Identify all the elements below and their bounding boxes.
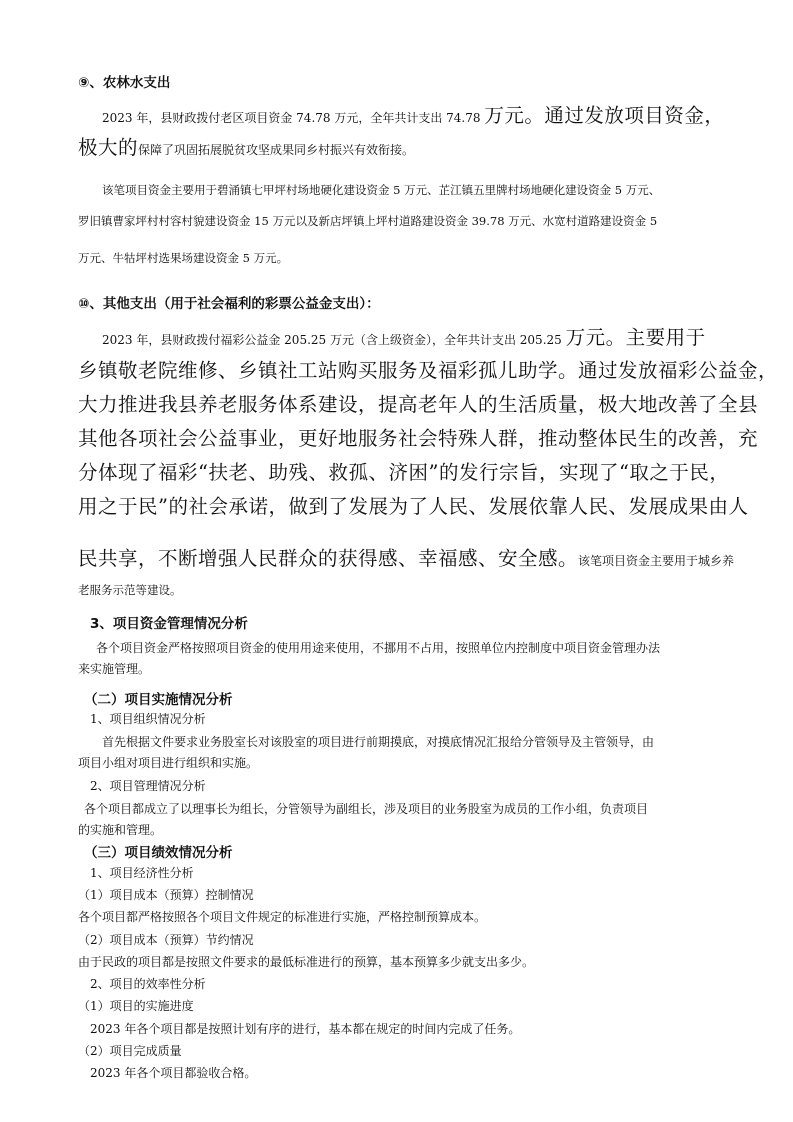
perf-cost-saving-text: 由于民政的项目都是按照文件要求的最低标准进行的预算，基本预算多少就支出多少。 [78,955,535,969]
s10-line-4: 其他各项社会公益事业，更好地服务社会特殊人群，推动整体民生的改善，充 [78,427,759,450]
s10-l7-part-b: 该笔项目资金主要用于城乡养 [578,554,735,568]
impl-org-title: 1、项目组织情况分析 [90,712,206,726]
s9-paragraph-1-line-2 [78,132,414,160]
s10-line-6: 用之于民”的社会承诺，做到了发展为了人民、发展依靠人民、发展成果由人 [78,495,749,518]
s9-paragraph-2-line-1: 该笔项目资金主要用于碧涌镇七甲坪村场地硬化建设资金 5 万元、芷江镇五里牌村场地硬化建设资金 5 万元、 [102,183,661,197]
s3-paragraph-line-1: 各个项目资金严格按照项目资金的使用用途来使用，不挪用不占用，按照单位内控制度中项目资金管理办法 [96,641,661,655]
perf-cost-control-title: （1）项目成本（预算）控制情况 [78,888,254,902]
s9-p1-part-c: 极大的 [78,136,139,159]
s10-line-3: 大力推进我县养老服务体系建设，提高老年人的生活质量，极大地改善了全县 [78,393,759,416]
s9-paragraph-2-line-2: 罗旧镇曹家坪村村容村貌建设资金 15 万元以及新店坪镇上坪村道路建设资金 39.78 万元、水宽村道路建设资金 5 [78,214,658,228]
s10-line-2: 乡镇敬老院维修、乡镇社工站购买服务及福彩孤儿助学。通过发放福彩公益金， [78,359,779,382]
s9-p1-part-d: 保障了巩固拓展脱贫攻坚成果同乡村振兴有效衔接。 [138,143,415,157]
implementation-heading: （二）项目实施情况分析 [84,692,233,708]
s10-l7-part-a: 民共享，不断增强人民群众的获得感、幸福感、安全感。 [78,547,579,570]
s9-paragraph-2-line-3: 万元、牛牯坪村选果场建设资金 5 万元。 [78,251,289,265]
s9-p1-part-b: 万元。通过发放项目资金， [484,104,725,127]
perf-efficiency-title: 2、项目的效率性分析 [90,977,206,991]
perf-cost-control-text: 各个项目都严格按照各个项目文件规定的标准进行实施，严格控制预算成本。 [78,910,487,924]
s10-line-5: 分体现了福彩“扶老、助残、救孤、济困”的发行宗旨，实现了“取之于民， [78,461,730,484]
performance-heading: （三）项目绩效情况分析 [84,845,233,861]
perf-econ-title: 1、项目经济性分析 [90,866,194,880]
s10-line-8: 老服务示范等建设。 [78,583,182,597]
s3-paragraph-line-2: 来实施管理。 [78,662,151,676]
impl-mgmt-line-2: 的实施和管理。 [78,823,163,837]
impl-mgmt-title: 2、项目管理情况分析 [90,779,206,793]
perf-cost-saving-title: （2）项目成本（预算）节约情况 [78,933,254,947]
s10-l1-part-b: 万元。主要用于 [565,326,706,349]
s9-paragraph-1-line-1 [102,100,724,128]
section-3-heading: 3、项目资金管理情况分析 [90,616,248,632]
impl-org-line-2: 项目小组对项目进行组织和实施。 [78,756,259,770]
s10-l1-part-a: 2023 年，县财政拨付福彩公益金 205.25 万元（含上级资金），全年共计支出 205.25 [102,333,566,347]
impl-mgmt-line-1: 各个项目都成立了以理事长为组长，分管领导为副组长，涉及项目的业务股室为成员的工作小组，负责项目 [84,802,649,816]
section-10-heading: ⑩、其他支出（用于社会福利的彩票公益金支出）： [78,296,380,312]
impl-org-line-1: 首先根据文件要求业务股室长对该股室的项目进行前期摸底，对摸底情况汇报给分管领导及主管领导，由 [102,735,655,749]
perf-progress-text: 2023 年各个项目都是按照计划有序的进行，基本都在规定的时间内完成了任务。 [90,1022,521,1036]
perf-quality-title: （2）项目完成质量 [78,1044,182,1058]
s10-line-1 [102,322,706,350]
perf-quality-text: 2023 年各个项目都验收合格。 [90,1066,257,1080]
s10-line-7 [78,543,734,571]
perf-progress-title: （1）项目的实施进度 [78,999,194,1013]
section-9-heading: ⑨、农林水支出 [78,75,171,91]
s9-p1-part-a: 2023 年，县财政拨付老区项目资金 74.78 万元，全年共计支出 74.78 [102,111,485,125]
